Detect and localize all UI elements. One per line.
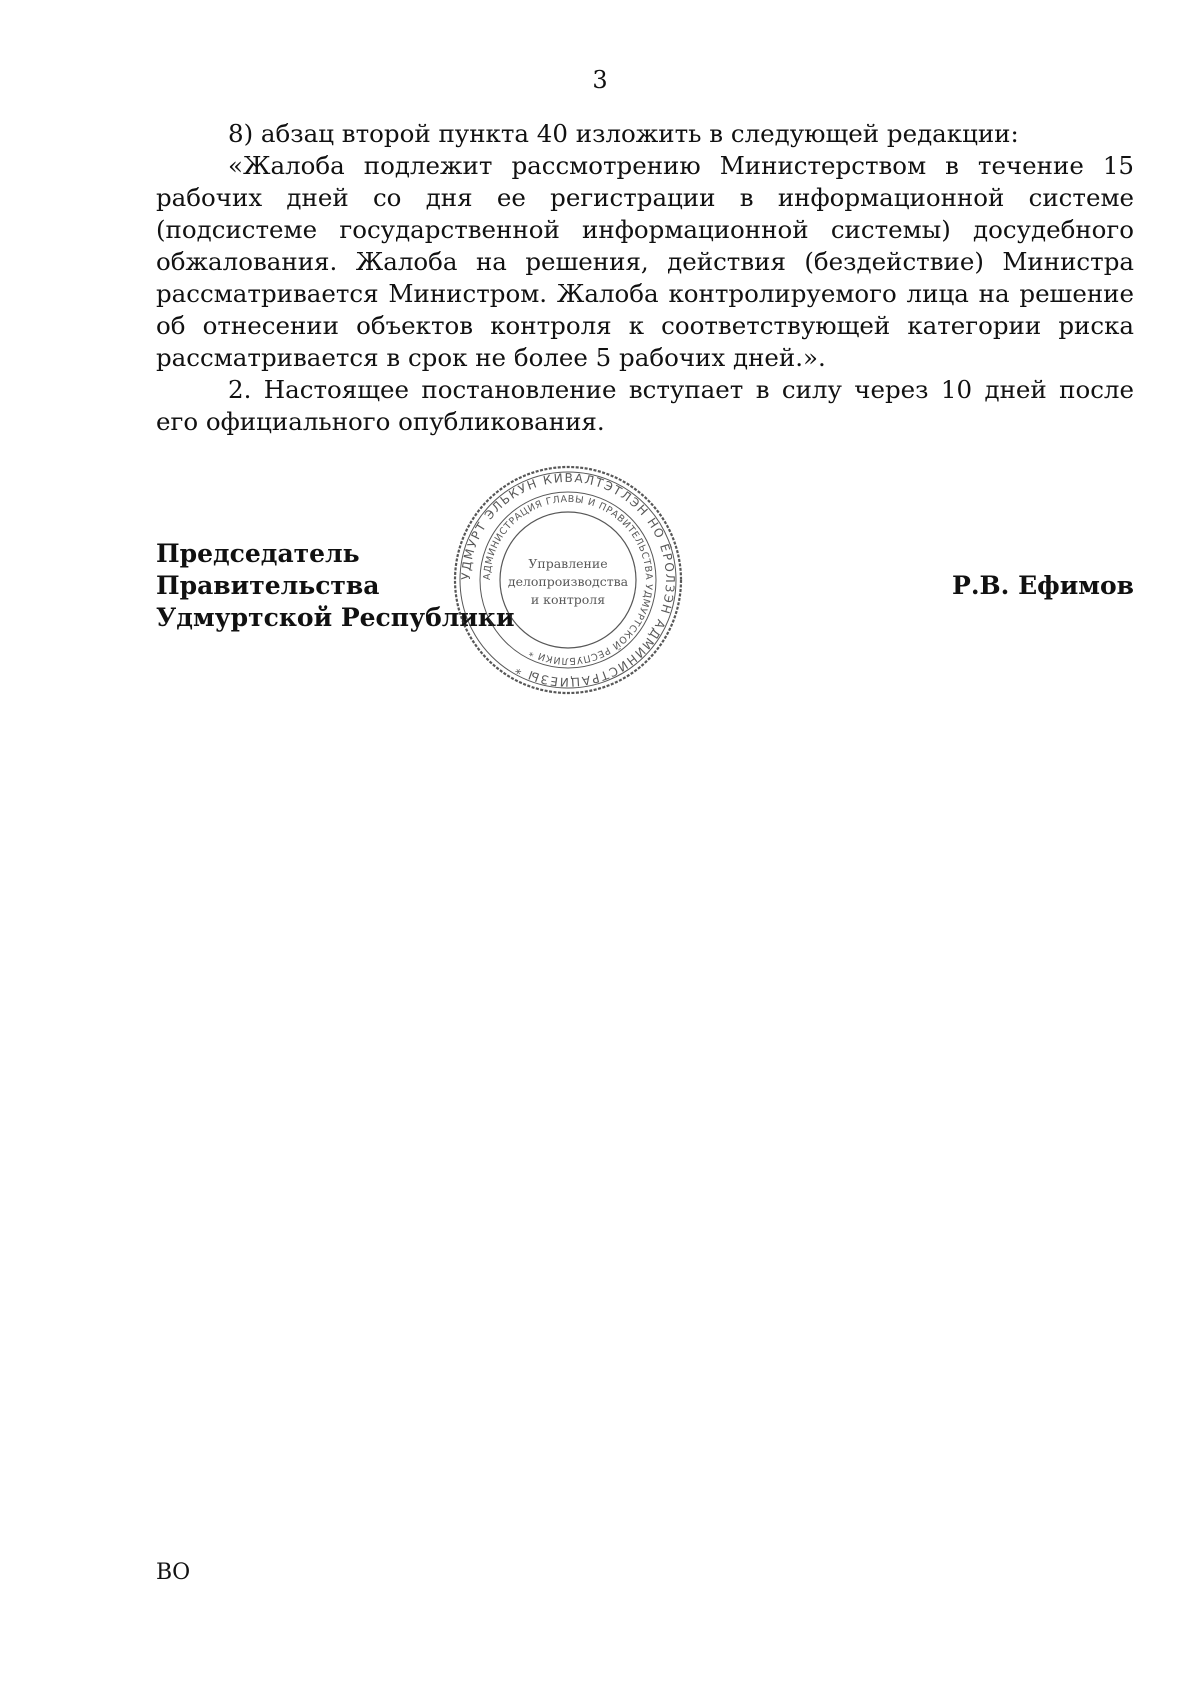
page-number: 3 <box>592 66 608 94</box>
signatory-name: Р.В. Ефимов <box>952 571 1134 600</box>
official-seal-stamp <box>448 460 688 700</box>
document-body <box>156 118 1134 438</box>
paragraph-amendment-text: «Жалоба подлежит рассмотрению Министерством в течение 15 рабочих дней со дня ее регистрации в информационной системе (подсистеме государственной информационной системы) досудебного обжалования. Жалоба на решения, действия (бездействие) Министра рассматривается Министром. Жалоба контролируемого лица на решение об отнесении объектов контроля к соответствующей категории риска рассматривается в срок не более 5 рабочих дней.». <box>156 151 1134 372</box>
stamp-center-line-3: и контроля <box>530 592 606 607</box>
signatory-title-line-1: Председатель Правительства <box>156 539 380 600</box>
paragraph-amendment-intro: 8) абзац второй пункта 40 изложить в следующей редакции: <box>228 119 1019 148</box>
signatory-title-line-2: Удмуртской Республики <box>156 603 515 632</box>
stamp-outer-text: УДМУРТ ЭЛЬКУН КИВАЛТЭТЛЭН НО ЁРОЛЗЭН АДМИНИСТРАЦИЕЗЫ * <box>458 470 678 690</box>
stamp-inner-text: АДМИНИСТРАЦИЯ ГЛАВЫ И ПРАВИТЕЛЬСТВА УДМУРТСКОЙ РЕСПУБЛИКИ * <box>481 493 655 667</box>
stamp-center-line-2: делопроизводства <box>507 574 629 589</box>
paragraph-effective-date: 2. Настоящее постановление вступает в силу через 10 дней после его официального опубликования. <box>156 375 1134 436</box>
executor-initials: ВО <box>156 1560 191 1585</box>
stamp-center-line-1: Управление <box>528 556 608 571</box>
